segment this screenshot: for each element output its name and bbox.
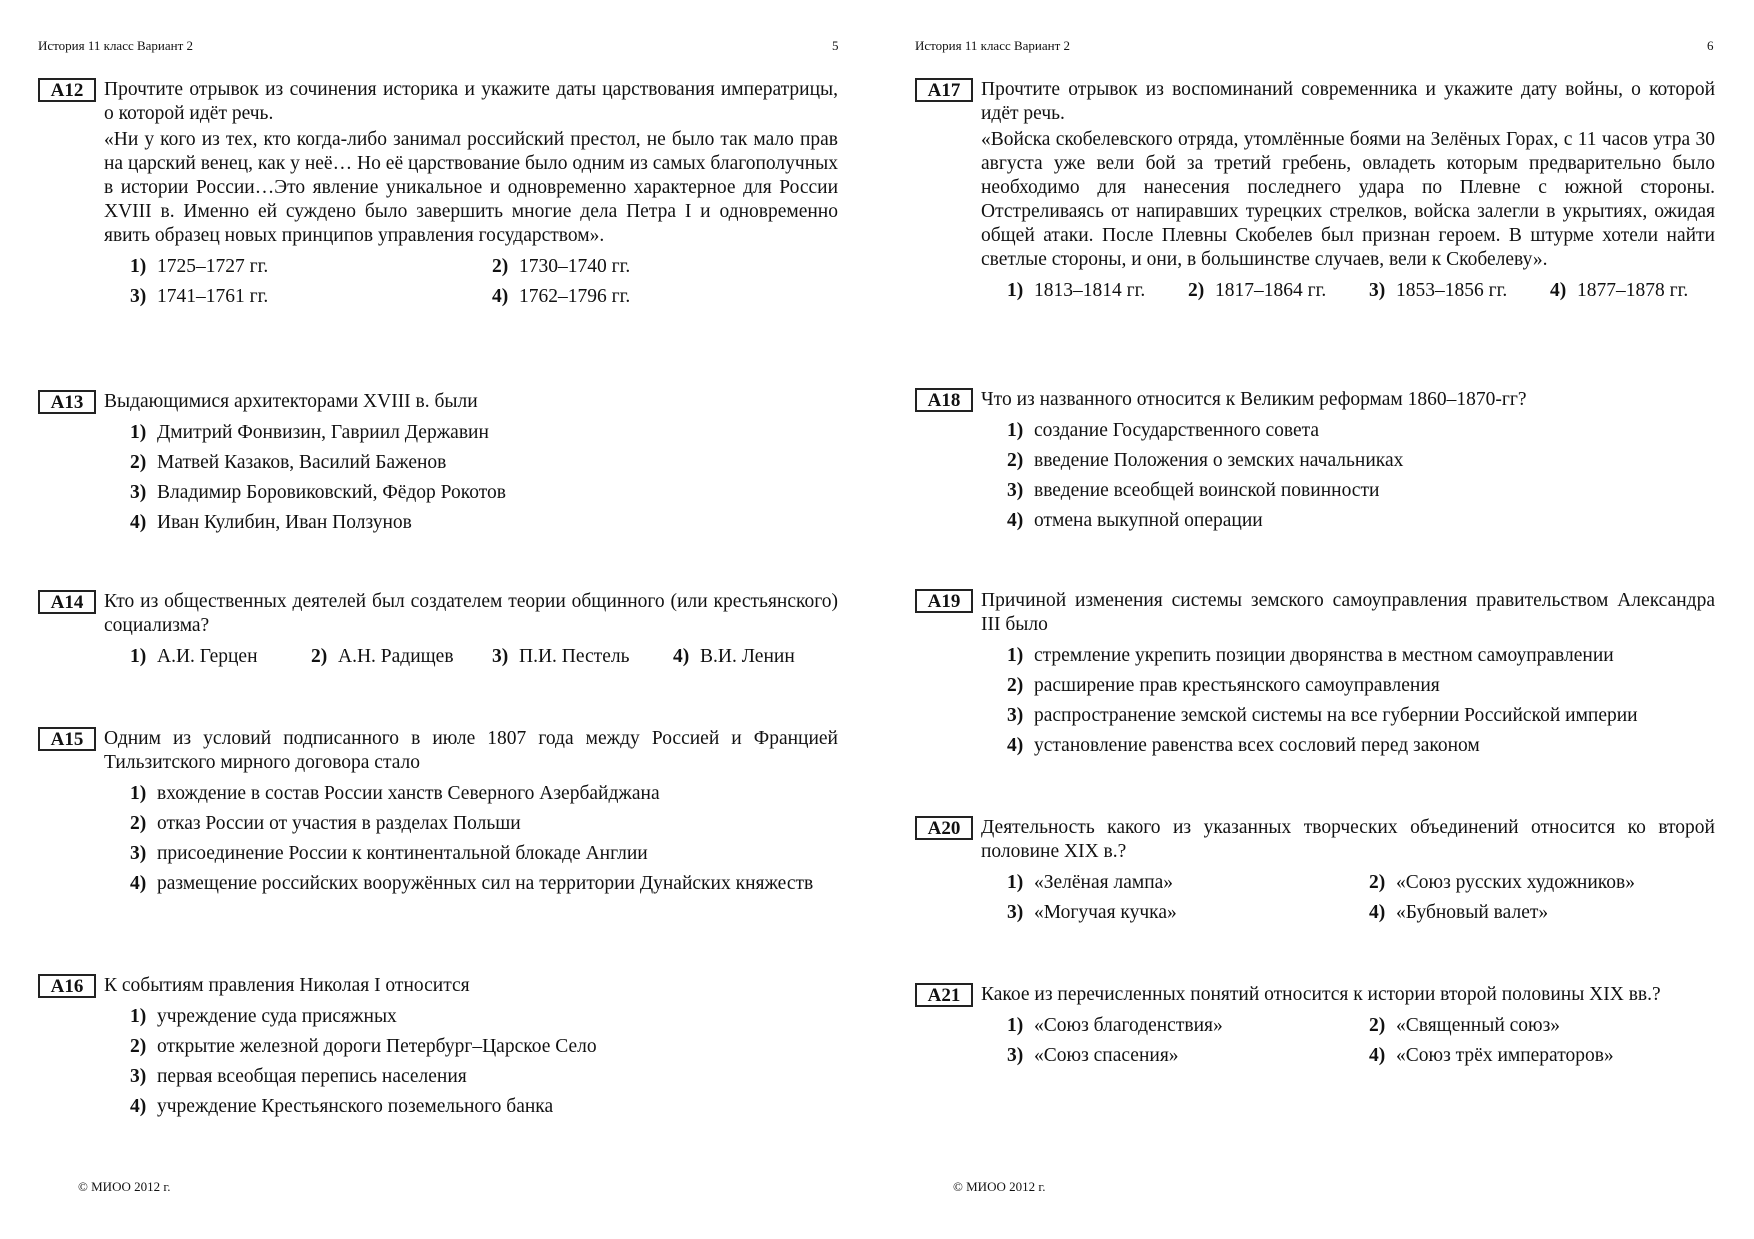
answer-option[interactable]: 1) «Союз благоденствия» — [1007, 1015, 1223, 1036]
question-a19 — [915, 589, 1715, 761]
answer-option[interactable]: 3) 1741–1761 гг. — [130, 286, 269, 307]
question-label: A16 — [38, 974, 96, 998]
question-label: A13 — [38, 390, 96, 414]
question-a17 — [915, 78, 1715, 306]
answer-option[interactable]: 4) размещение российских вооружённых сил на территории Дунайских княжеств — [130, 873, 814, 894]
answer-option[interactable]: 1) Дмитрий Фонвизин, Гавриил Державин — [130, 422, 489, 443]
question-a16 — [38, 974, 838, 1122]
question-text: Прочтите отрывок из воспоминаний современника и укажите дату войны, о которой идёт речь. — [981, 79, 1715, 124]
question-label: A14 — [38, 590, 96, 614]
answer-option[interactable]: 2) «Союз русских художников» — [1369, 872, 1635, 893]
page-right — [877, 0, 1754, 1239]
page-header: История 11 класс Вариант 2 — [915, 38, 1071, 53]
answer-option[interactable]: 3) «Союз спасения» — [1007, 1045, 1179, 1066]
answer-options — [130, 418, 838, 538]
answer-option[interactable]: 4) «Союз трёх императоров» — [1369, 1045, 1614, 1066]
answer-option[interactable]: 4) «Бубновый валет» — [1369, 902, 1549, 923]
answer-options — [1007, 416, 1715, 536]
page-header: История 11 класс Вариант 2 — [38, 38, 194, 53]
answer-option[interactable]: 4) учреждение Крестьянского поземельного банка — [130, 1096, 554, 1117]
answer-option[interactable]: 3) П.И. Пестель — [492, 646, 630, 667]
answer-option[interactable]: 4) В.И. Ленин — [673, 646, 795, 667]
answer-option[interactable]: 1) «Зелёная лампа» — [1007, 872, 1174, 893]
answer-option[interactable]: 4) 1762–1796 гг. — [492, 286, 631, 307]
answer-option[interactable]: 3) «Могучая кучка» — [1007, 902, 1177, 923]
question-text: Что из названного относится к Великим реформам 1860–1870-гг? — [981, 389, 1527, 410]
page-number: 6 — [1707, 38, 1714, 53]
question-text: Кто из общественных деятелей был создателем теории общинного (или крестьянского) социализма? — [104, 591, 838, 636]
answer-option[interactable]: 1) 1725–1727 гг. — [130, 256, 269, 277]
question-a21 — [915, 983, 1715, 1071]
question-a14 — [38, 590, 838, 672]
question-text: Прочтите отрывок из сочинения историка и укажите даты царствования императрицы, о которой идёт речь. — [104, 79, 838, 124]
question-a15 — [38, 727, 838, 899]
question-text: Выдающимися архитекторами XVIII в. были — [104, 391, 478, 412]
question-text: Какое из перечисленных понятий относится к истории второй половины XIX вв.? — [981, 984, 1661, 1005]
answer-option[interactable]: 2) расширение прав крестьянского самоуправления — [1007, 675, 1440, 696]
question-label: A15 — [38, 727, 96, 751]
answer-option[interactable]: 1) 1813–1814 гг. — [1007, 280, 1146, 301]
question-a12 — [38, 78, 838, 312]
question-quote: «Войска скобелевского отряда, утомлённые боями на Зелёных Горах, с 11 часов утра 30 августа уже вели бой за третий гребень, овладеть которым предварительно было необходимо для нанесения последнего удара по Плевне с южной стороны. Отстреливаясь от напиравших турецких стрелков, войска залегли в укрытиях, ожидая общей атаки. После Плевны Скобелев был признан героем. В штурме хотели найти светлые стороны, и они, в большинстве случаев, вели к Скобелеву». — [981, 129, 1715, 270]
question-a13 — [38, 390, 838, 538]
answer-options — [1007, 1011, 1715, 1071]
question-a18 — [915, 388, 1715, 536]
question-label: A18 — [915, 388, 973, 412]
page-number: 5 — [832, 38, 839, 53]
question-label: A12 — [38, 78, 96, 102]
answer-option[interactable]: 3) распространение земской системы на все губернии Российской империи — [1007, 705, 1638, 726]
answer-options — [130, 252, 838, 312]
answer-option[interactable]: 3) Владимир Боровиковский, Фёдор Рокотов — [130, 482, 506, 503]
answer-options — [1007, 276, 1715, 306]
answer-option[interactable]: 1) создание Государственного совета — [1007, 420, 1320, 441]
answer-option[interactable]: 2) отказ России от участия в разделах Польши — [130, 813, 521, 834]
question-label: A19 — [915, 589, 973, 613]
answer-option[interactable]: 2) Матвей Казаков, Василий Баженов — [130, 452, 447, 473]
question-text: Деятельность какого из указанных творческих объединений относится ко второй половине XIX в.? — [981, 817, 1715, 862]
page-footer: © МИОО 2012 г. — [78, 1179, 171, 1194]
answer-option[interactable]: 3) первая всеобщая перепись населения — [130, 1066, 467, 1087]
page-footer: © МИОО 2012 г. — [953, 1179, 1046, 1194]
question-text: Причиной изменения системы земского самоуправления правительством Александра III было — [981, 590, 1715, 635]
answer-option[interactable]: 3) присоединение России к континентальной блокаде Англии — [130, 843, 648, 864]
answer-option[interactable]: 4) Иван Кулибин, Иван Ползунов — [130, 512, 412, 533]
question-label: A17 — [915, 78, 973, 102]
question-label: A20 — [915, 816, 973, 840]
answer-options — [130, 779, 838, 899]
answer-option[interactable]: 2) 1730–1740 гг. — [492, 256, 631, 277]
answer-option[interactable]: 3) 1853–1856 гг. — [1369, 280, 1508, 301]
answer-options — [1007, 641, 1715, 761]
answer-option[interactable]: 1) вхождение в состав России ханств Северного Азербайджана — [130, 783, 660, 804]
answer-options — [130, 1002, 838, 1122]
question-label: A21 — [915, 983, 973, 1007]
question-quote: «Ни у кого из тех, кто когда-либо занимал российский престол, не было так мало прав на царский венец, как у неё… Но её царствование было одним из самых благополучных в истории России…Это явление уникальное и одновременно характерное для России XVIII в. Именно ей суждено было завершить многие дела Петра I и одновременно явить образец новых принципов управления государством». — [104, 129, 838, 246]
question-text: К событиям правления Николая I относится — [104, 975, 470, 996]
answer-option[interactable]: 4) отмена выкупной операции — [1007, 510, 1263, 531]
answer-options — [1007, 868, 1715, 928]
answer-option[interactable]: 2) 1817–1864 гг. — [1188, 280, 1327, 301]
question-a20 — [915, 816, 1715, 928]
question-text: Одним из условий подписанного в июле 1807 года между Россией и Францией Тильзитского мирного договора стало — [104, 728, 838, 773]
answer-option[interactable]: 2) открытие железной дороги Петербург–Царское Село — [130, 1036, 597, 1057]
answer-option[interactable]: 4) 1877–1878 гг. — [1550, 280, 1689, 301]
answer-options — [130, 642, 838, 672]
answer-option[interactable]: 2) «Священный союз» — [1369, 1015, 1561, 1036]
answer-option[interactable]: 1) А.И. Герцен — [130, 646, 258, 667]
answer-option[interactable]: 4) установление равенства всех сословий перед законом — [1007, 735, 1480, 756]
answer-option[interactable]: 1) учреждение суда присяжных — [130, 1006, 397, 1027]
answer-option[interactable]: 3) введение всеобщей воинской повинности — [1007, 480, 1380, 501]
answer-option[interactable]: 1) стремление укрепить позиции дворянства в местном самоуправлении — [1007, 645, 1614, 666]
answer-option[interactable]: 2) введение Положения о земских начальниках — [1007, 450, 1404, 471]
answer-option[interactable]: 2) А.Н. Радищев — [311, 646, 454, 667]
